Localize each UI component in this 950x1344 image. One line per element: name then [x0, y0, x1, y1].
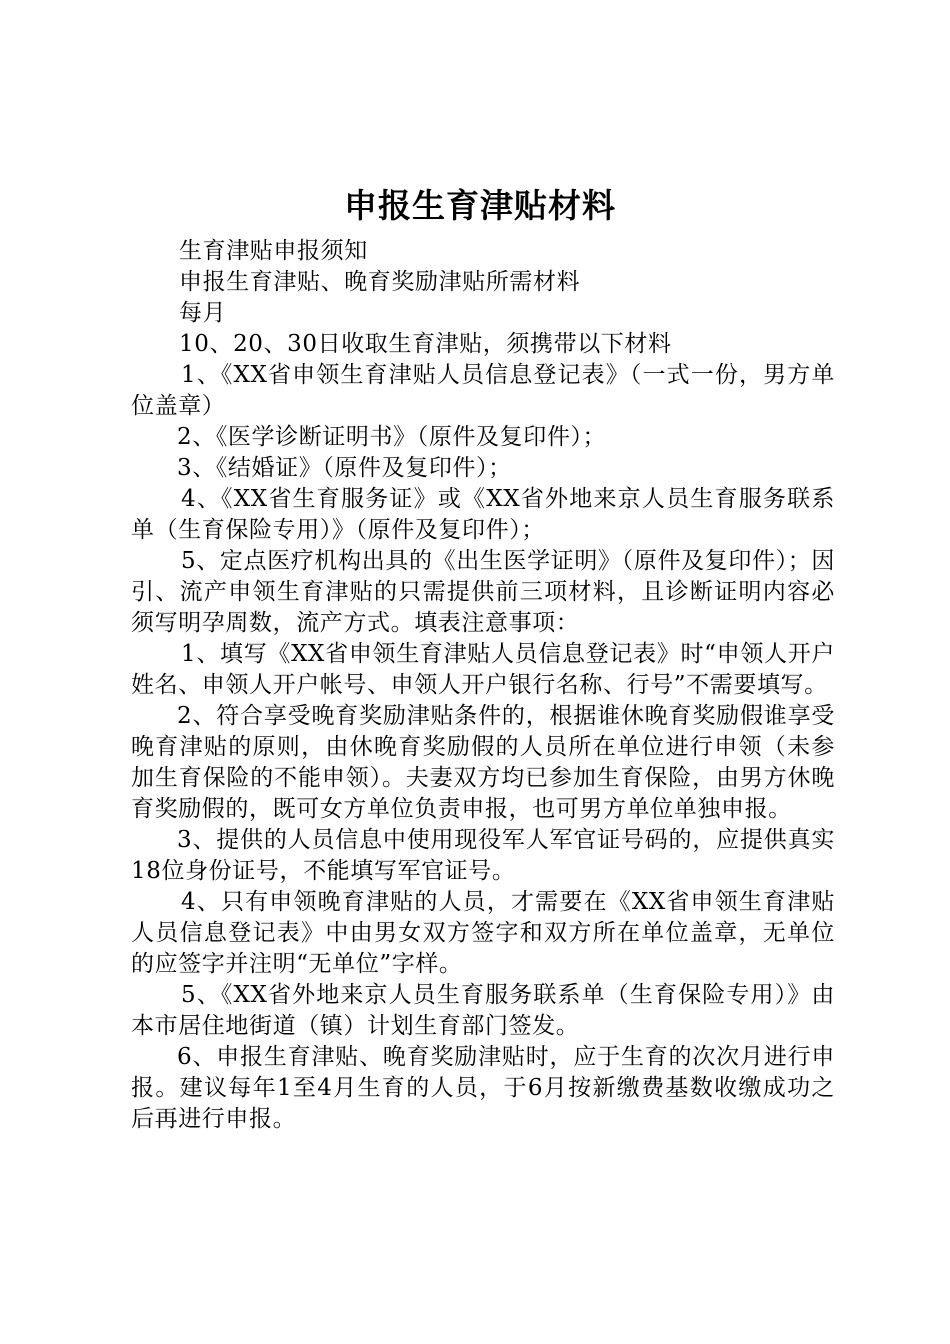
form-note-4: 4、只有申领晚育津贴的人员，才需要在《XX省申领生育津贴人员信息登记表》中由男女双方签字和双方所在单位盖章，无单位的应签字并注明“无单位”字样。 [131, 889, 835, 977]
material-item-3: 3、《结婚证》（原件及复印件）； [177, 455, 512, 481]
paragraph-collection-dates: 10、20、30日收取生育津贴，须携带以下材料 [179, 331, 672, 357]
paragraph-materials-heading: 申报生育津贴、晚育奖励津贴所需材料 [179, 269, 581, 295]
material-item-5: 5、定点医疗机构出具的《出生医学证明》（原件及复印件）；因引、流产申领生育津贴的只需提供前三项材料，且诊断证明内容必须写明孕周数，流产方式。填表注意事项： [131, 548, 835, 636]
material-item-1: 1、《XX省申领生育津贴人员信息登记表》（一式一份，男方单位盖章） [131, 362, 835, 419]
form-note-6: 6、申报生育津贴、晚育奖励津贴时，应于生育的次次月进行申报。建议每年1至4月生育的人员，于6月按新缴费基数收缴成功之后再进行申报。 [131, 1044, 835, 1132]
material-item-4: 4、《XX省生育服务证》或《XX省外地来京人员生育服务联系单（生育保险专用）》（原件及复印件）； [131, 486, 835, 543]
form-note-1: 1、填写《XX省申领生育津贴人员信息登记表》时“申领人开户姓名、申领人开户帐号、申领人开户银行名称、行号”不需要填写。 [131, 641, 835, 698]
form-note-5: 5、《XX省外地来京人员生育服务联系单（生育保险专用）》由本市居住地街道（镇）计划生育部门签发。 [131, 982, 835, 1039]
material-item-2: 2、《医学诊断证明书》（原件及复印件）； [177, 424, 607, 450]
paragraph-monthly: 每月 [179, 300, 227, 326]
document-title: 申报生育津贴材料 [344, 186, 616, 225]
form-note-2: 2、符合享受晚育奖励津贴条件的，根据谁休晚育奖励假谁享受晚育津贴的原则，由休晚育奖励假的人员所在单位进行申领（未参加生育保险的不能申领）。夫妻双方均已参加生育保险，由男方休晚育奖励假的，既可女方单位负责申报，也可男方单位单独申报。 [131, 703, 835, 822]
form-note-3: 3、提供的人员信息中使用现役军人军官证号码的，应提供真实18位身份证号，不能填写军官证号。 [131, 827, 835, 884]
paragraph-notice-heading: 生育津贴申报须知 [179, 238, 368, 264]
document-body [131, 236, 835, 1135]
